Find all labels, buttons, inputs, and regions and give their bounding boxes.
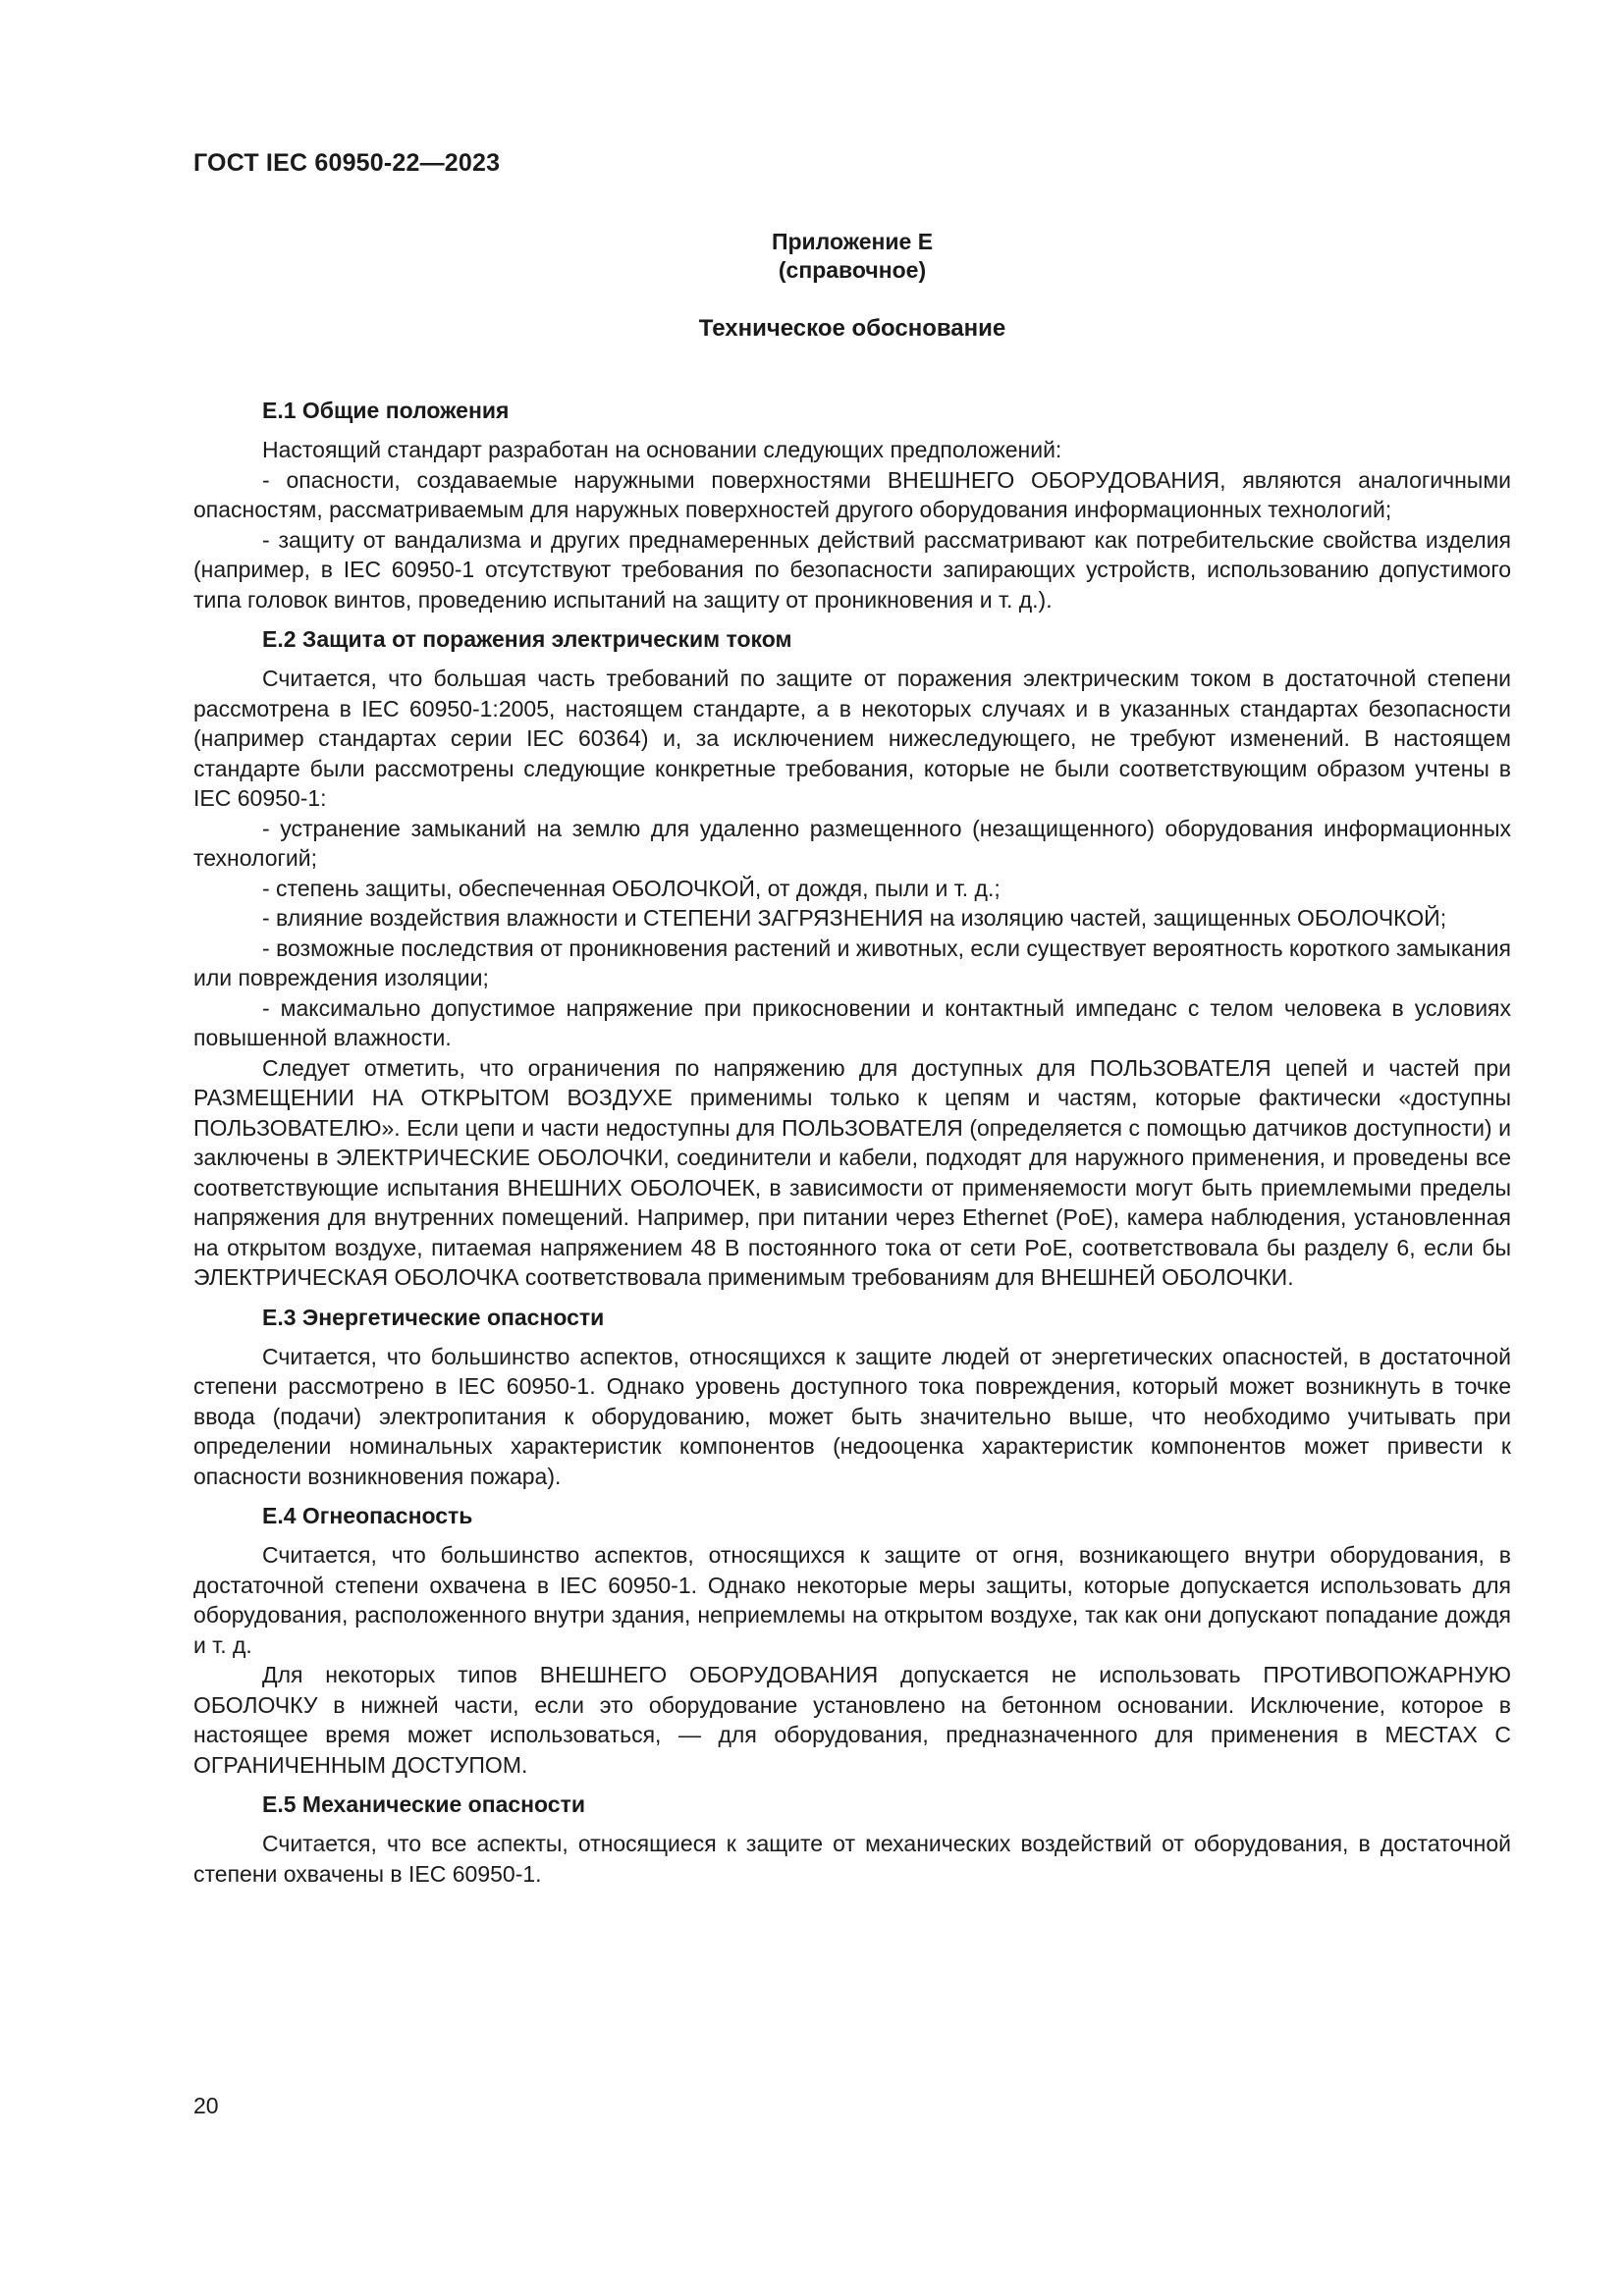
list-item: - влияние воздействия влажности и СТЕПЕНИ ЗАГРЯЗНЕНИЯ на изоляцию частей, защищенных ОБОЛОЧКОЙ;	[262, 905, 1447, 931]
annex-label: Приложение Е	[771, 229, 934, 254]
paragraph: Считается, что большинство аспектов, относящихся к защите от огня, возникающего внутри оборудования, в достаточной степени охвачена в IEC 60950-1. Однако некоторые меры защиты, которые допускается использовать для оборудования, расположенного внутри здания, неприемлемы на открытом воздухе, так как они допускают попадание дождя и т. д.	[193, 1542, 1511, 1658]
list-item: - защиту от вандализма и других преднамеренных действий рассматривают как потребительские свойства изделия (например, в IEC 60950-1 отсутствуют требования по безопасности запирающих устройств, использованию допустимого типа головок винтов, проведению испытаний на защиту от проникновения и т. д.).	[193, 526, 1511, 613]
section-e3	[193, 1304, 1511, 1492]
document-header: ГОСТ IEC 60950-22—2023	[193, 149, 501, 177]
paragraph: Для некоторых типов ВНЕШНЕГО ОБОРУДОВАНИЯ допускается не использовать ПРОТИВОПОЖАРНУЮ ОБОЛОЧКУ в нижней части, если это оборудование установлено на бетонном основании. Исключение, которое в настоящее время может использоваться, — для оборудования, предназначенного для применения в МЕСТАХ С ОГРАНИЧЕННЫМ ДОСТУПОМ.	[193, 1662, 1511, 1778]
section-title: Е.3 Энергетические опасности	[262, 1304, 605, 1330]
list-item: - возможные последствия от проникновения растений и животных, если существует вероятность короткого замыкания или повреждения изоляции;	[193, 934, 1511, 990]
paragraph: Следует отметить, что ограничения по напряжению для доступных для ПОЛЬЗОВАТЕЛЯ цепей и частей при РАЗМЕЩЕНИИ НА ОТКРЫТОМ ВОЗДУХЕ применимы только к цепям и частям, которые фактически «доступны ПОЛЬЗОВАТЕЛЮ». Если цепи и части недоступны для ПОЛЬЗОВАТЕЛЯ (определяется с помощью датчиков доступности) и заключены в ЭЛЕКТРИЧЕСКИЕ ОБОЛОЧКИ, соединители и кабели, подходят для наружного применения, и проведены все соответствующие испытания ВНЕШНИХ ОБОЛОЧЕК, в зависимости от применяемости могут быть приемлемыми пределы напряжения для внутренних помещений. Например, при питании через Ethernet (PoE), камера наблюдения, установленная на открытом воздухе, питаемая напряжением 48 В постоянного тока от сети PoE, соответствовала бы разделу 6, если бы ЭЛЕКТРИЧЕСКАЯ ОБОЛОЧКА соответствовала применимым требованиям для ВНЕШНЕЙ ОБОЛОЧКИ.	[193, 1054, 1511, 1290]
annex-content	[193, 397, 1511, 1899]
section-title: Е.5 Механические опасности	[262, 1791, 585, 1817]
list-item: - опасности, создаваемые наружными поверхностями ВНЕШНЕГО ОБОРУДОВАНИЯ, являются аналогичными опасностям, рассматриваемым для наружных поверхностей другого оборудования информационных технологий;	[193, 466, 1511, 522]
paragraph: Считается, что все аспекты, относящиеся к защите от механических воздействий от оборудования, в достаточной степени охвачены в IEC 60950-1.	[193, 1831, 1511, 1887]
list-item: - степень защиты, обеспеченная ОБОЛОЧКОЙ, от дождя, пыли и т. д.;	[262, 875, 1001, 901]
annex-status: (справочное)	[778, 257, 927, 283]
paragraph: Считается, что большая часть требований по защите от поражения электрическим током в достаточной степени рассмотрена в IEC 60950-1:2005, настоящем стандарте, а в некоторых случаях и в указанных стандартах безопасности (например стандартах серии IEC 60364) и, за исключением нижеследующего, не требуют изменений. В настоящем стандарте были рассмотрены следующие конкретные требования, которые не были соответствующим образом учтены в IEC 60950-1:	[193, 666, 1511, 811]
section-title: Е.2 Защита от поражения электрическим током	[262, 626, 792, 652]
paragraph: Считается, что большинство аспектов, относящихся к защите людей от энергетических опасностей, в достаточной степени рассмотрено в IEC 60950-1. Однако уровень доступного тока повреждения, который может возникнуть в точке ввода (подачи) электропитания к оборудованию, может быть значительно выше, что необходимо учитывать при определении номинальных характеристик компонентов (недооценка характеристик компонентов может привести к опасности возникновения пожара).	[193, 1343, 1511, 1489]
section-e4	[193, 1502, 1511, 1780]
annex-title: Техническое обоснование	[698, 315, 1006, 342]
page-number: 20	[193, 2093, 219, 2118]
paragraph: Настоящий стандарт разработан на основании следующих предположений:	[262, 437, 1062, 462]
section-title: Е.4 Огнеопасность	[262, 1503, 473, 1528]
section-e2	[193, 625, 1511, 1293]
list-item: - устранение замыканий на землю для удаленно размещенного (незащищенного) оборудования информационных технологий;	[193, 815, 1511, 871]
section-e1	[193, 397, 1511, 614]
annex-heading	[193, 228, 1511, 344]
section-e5	[193, 1790, 1511, 1889]
list-item: - максимально допустимое напряжение при прикосновении и контактный импеданс с телом человека в условиях повышенной влажности.	[193, 994, 1511, 1050]
section-title: Е.1 Общие положения	[262, 398, 510, 423]
